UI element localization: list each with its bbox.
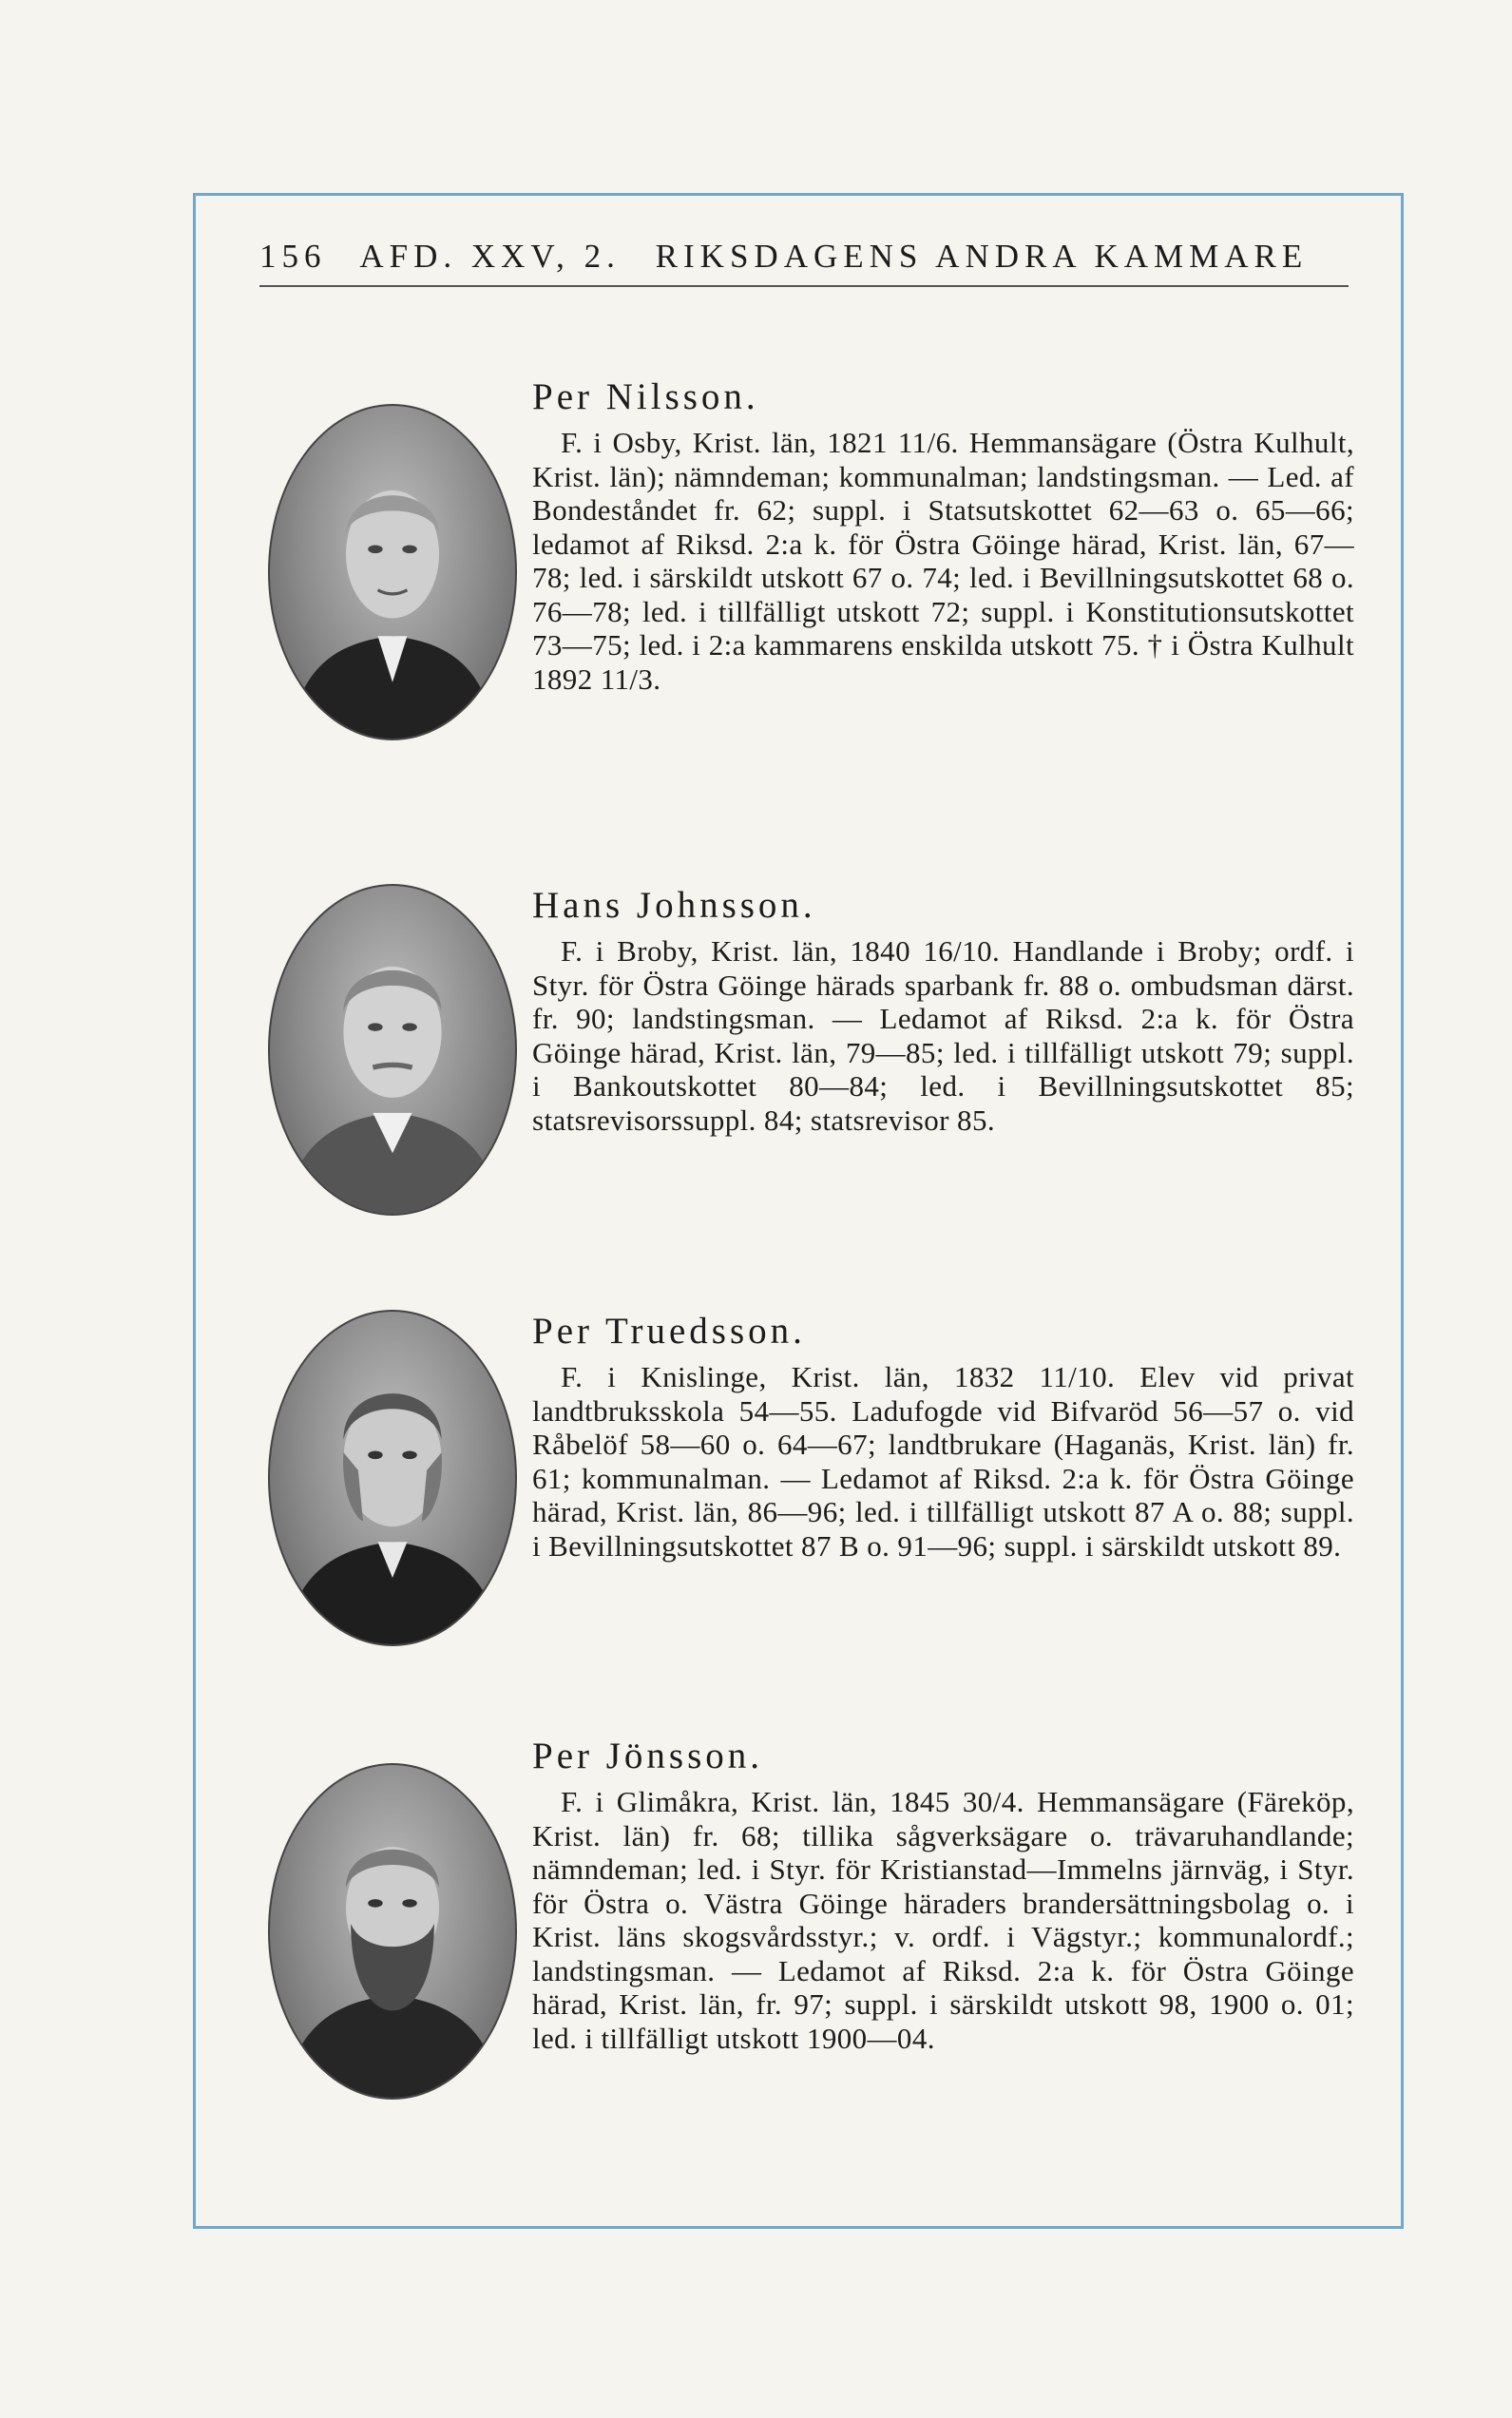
running-title: RIKSDAGENS ANDRA KAMMARE: [655, 238, 1309, 275]
biography-text: F. i Broby, Krist. län, 1840 16/10. Handlande i Broby; ordf. i Styr. för Östra Göinge härads sparbank fr. 88 o. ombudsman därst. fr. 90; landstingsman. — Ledamot af Riksd. 2:a k. för Östra Göinge härad, Krist. län, 79—85; led. i tillfälligt utskott 79; suppl. i Bankoutskottet 80—84; led. i Bevillningsutskottet 85; statsrevisorssuppl. 84; statsrevisor 85.: [532, 934, 1354, 1137]
portrait-photo: [268, 1763, 517, 2100]
entry-per-nilsson: [257, 375, 1359, 775]
entry-text: [532, 1310, 1354, 1563]
person-name: Per Truedsson.: [532, 1311, 806, 1352]
entry-text: [532, 884, 1354, 1137]
entry-text: [532, 375, 1354, 696]
entry-per-truedsson: [257, 1310, 1359, 1671]
entry-per-jonsson: [257, 1735, 1359, 2143]
portrait-photo: [268, 404, 517, 740]
entry-text: [532, 1735, 1354, 2055]
biography-text: F. i Knislinge, Krist. län, 1832 11/10. Elev vid privat landtbruksskola 54—55. Ladufogde vid Bifvaröd 56—57 o. vid Råbelöf 58—60 o. 64—67; landtbrukare (Haganäs, Krist. län) fr. 61; kommunalman. — Ledamot af Riksd. 2:a k. för Östra Göinge härad, Krist. län, 86—96; led. i tillfälligt utskott 87 A o. 88; suppl. i Bevillningsutskottet 87 B o. 91—96; suppl. i särskildt utskott 89.: [532, 1360, 1354, 1563]
portrait-photo: [268, 1310, 517, 1646]
running-head: [259, 238, 1349, 287]
biography-text: F. i Glimåkra, Krist. län, 1845 30/4. Hemmansägare (Färeköp, Krist. län) fr. 68; tillika sågverksägare o. trävaruhandlande; nämndeman; led. i Styr. för Kristianstad—Immelns järnväg, i Styr. för Östra o. Västra Göinge häraders brandersättningsbolag o. i Krist. läns skogsvårdsstyr.; v. ordf. i Vägstyr.; kommunalordf.; landstingsman. — Ledamot af Riksd. 2:a k. för Östra Göinge härad, Krist. län, fr. 97; suppl. i särskildt utskott 98, 1900 o. 01; led. i tillfälligt utskott 1900—04.: [532, 1785, 1354, 2055]
person-name: Per Jönsson.: [532, 1736, 764, 1776]
entry-hans-johnsson: [257, 884, 1359, 1226]
section-label: AFD. XXV, 2.: [359, 238, 621, 275]
person-name: Per Nilsson.: [532, 376, 759, 417]
person-name: Hans Johnsson.: [532, 885, 816, 926]
page-number: 156: [259, 238, 327, 275]
portrait-photo: [268, 884, 517, 1216]
biography-text: F. i Osby, Krist. län, 1821 11/6. Hemmansägare (Östra Kulhult, Krist. län); nämndeman; kommunalman; landstingsman. — Led. af Bondeståndet fr. 62; suppl. i Statsutskottet 62—63 o. 65—66; ledamot af Riksd. 2:a k. för Östra Göinge härad, Krist. län, 67—78; led. i särskildt utskott 67 o. 74; led. i Bevillningsutskottet 68 o. 76—78; led. i tillfälligt utskott 72; suppl. i Konstitutionsutskottet 73—75; led. i 2:a kammarens enskilda utskott 75. † i Östra Kulhult 1892 11/3.: [532, 426, 1354, 696]
